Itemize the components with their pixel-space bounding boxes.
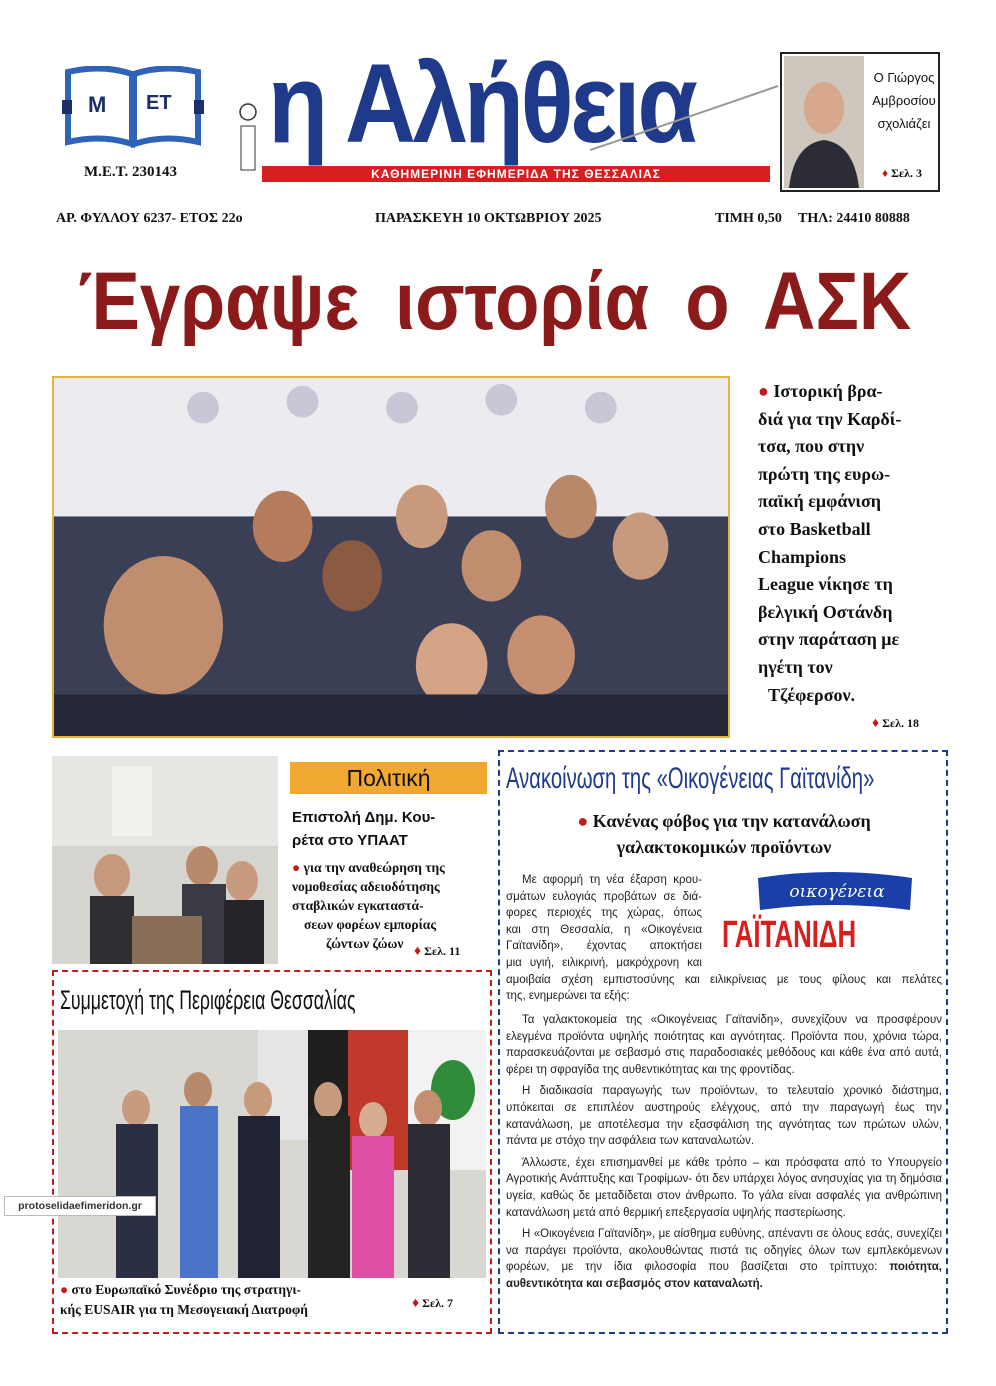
announcement-paragraph-3: Άλλωστε, έχει επισημανθεί με κάθε τρόπο – και πρόσφατα από το Υπουργείο Αγροτικής Ανάπτυξης και Τροφίμων- ότι δεν υπάρχει λόγος ανησυχίας για τη δημόσια υγεία, καθώς δε μεταδίδεται στον άνθρωπο. Το γάλα είναι ασφαλές για ανθρώπινη κατανάλωση μετά από θερμική επεξεργασία υψηλής παστερίωσης. xyxy=(506,1156,942,1219)
diamond-icon: ♦ xyxy=(872,716,880,731)
diamond-icon: ♦ xyxy=(882,166,889,180)
region-caption xyxy=(60,1280,420,1320)
intro-line-2: σμάτων ευλογιάς προβάτων σε διά- xyxy=(506,890,702,903)
announcement-subtitle xyxy=(506,808,942,860)
intro-line-7: αμοιβαία σχέση εμπιστοσύνης και ειλικρίνειας με τους φίλους και πελάτες xyxy=(506,973,942,986)
lead-photo xyxy=(52,376,730,738)
bullet-icon: ● xyxy=(758,381,769,401)
met-logo-left: Μ xyxy=(88,92,107,117)
met-logo-right: ΕΤ xyxy=(146,92,172,114)
announcement-subtitle-line-1: ● Κανένας φόβος για την κατανάλωση xyxy=(577,811,871,831)
region-caption-line-1: ● στο Ευρωπαϊκό Συνέδριο της στρατηγι- xyxy=(60,1282,302,1297)
region-caption-line-2: κής EUSAIR για τη Μεσογειακή Διατροφή xyxy=(60,1302,308,1317)
politics-body-line-2: νομοθεσίας αδειοδότησης xyxy=(292,879,440,894)
met-book-icon xyxy=(62,66,204,148)
watermark: protoselidaefimeridon.gr xyxy=(4,1196,156,1216)
masthead-swoosh xyxy=(590,84,780,154)
politics-title xyxy=(292,806,488,852)
politics-title-line-1: Επιστολή Δημ. Κου- xyxy=(292,809,436,826)
lead-line-3: τσα, που στην xyxy=(758,436,865,457)
lead-line-10: στην παράταση με xyxy=(758,629,900,650)
issue-number: ΑΡ. ΦΥΛΛΟΥ 6237- ΕΤΟΣ 22ο xyxy=(56,211,243,226)
issue-date: ΠΑΡΑΣΚΕΥΗ 10 ΟΚΤΩΒΡΙΟΥ 2025 xyxy=(375,211,602,226)
politics-body-line-1: ● για την αναθεώρηση της xyxy=(292,860,445,875)
region-title: Συμμετοχή της Περιφέρεια Θεσσαλίας xyxy=(60,985,356,1015)
columnist-page-ref: ♦ Σελ. 3 xyxy=(882,166,922,180)
columnist-line-1: Ο Γιώργος xyxy=(873,70,935,85)
columnist-line-2: Αμβροσίου xyxy=(872,93,936,108)
announcement-paragraph-1: Τα γαλακτοκομεία της «Οικογένειας Γαϊτανίδη», συνεχίζουν να προσφέρουν ελεγμένα προϊόντα υψηλής ποιότητας και αγνότητας. Προϊόντα που, χρόνια τώρα, παρασκευάζονται με σεβασμό στις παραδοσιακές μεθόδους και κάθε ένα από αυτά, φέρει τη σφραγίδα της αυθεντικότητας και της φροντίδας. xyxy=(506,1014,942,1076)
lead-story-text xyxy=(758,378,958,709)
lead-line-4: πρώτη της ευρω- xyxy=(758,463,891,484)
politics-title-line-2: ρέτα στο ΥΠΑΑΤ xyxy=(292,832,408,849)
columnist-line-3: σχολιάζει xyxy=(877,116,931,131)
politics-body-line-4: σεων φορέων εμπορίας xyxy=(304,917,437,932)
lead-line-8: League νίκησε τη xyxy=(758,574,893,595)
announcement-subtitle-line-2: γαλακτοκομικών προϊόντων xyxy=(616,837,832,857)
main-headline: Έγραψε ιστορία ο ΑΣΚ xyxy=(78,256,912,347)
lead-line-5: παϊκή εμφάνιση xyxy=(758,491,882,512)
politics-body-line-3: σταβλικών εγκαταστά- xyxy=(292,898,424,913)
announcement-paragraph-4: Η «Οικογένεια Γαϊτανίδη», με αίσθημα ευθύνης, απέναντι σε όλους εσάς, συνεχίζει να παράγει προϊόντα, ακολουθώντας πιστά τις οδηγίες όλων των εμπλεκόμενων φορέων, με την ίδια φιλοσοφία που βασίζεται στο τρίπτυχο: ποιότητα, αυθεντικότητα και σεβασμός στον καταναλωτή. xyxy=(506,1228,942,1290)
bullet-icon: ● xyxy=(60,1282,69,1297)
intro-line-8: της, ενημερώνει τα εξής: xyxy=(506,990,630,1003)
masthead-subtitle: ΚΑΘΗΜΕΡΙΝΗ ΕΦΗΜΕΡΙΔΑ ΤΗΣ ΘΕΣΣΑΛΙΑΣ xyxy=(262,166,770,182)
lead-line-12: Τζέφερσον. xyxy=(768,684,856,705)
phone-number: ΤΗΛ: 24410 80888 xyxy=(798,211,910,226)
intro-line-3: φορες περιοχές της χώρας, όπως xyxy=(506,907,702,920)
met-logo xyxy=(62,66,204,148)
region-photo xyxy=(58,1030,486,1278)
intro-line-6: μια υγιή, ειλικρινή, μακρόχρονη και xyxy=(506,956,702,969)
met-code: Μ.Ε.Τ. 230143 xyxy=(84,164,178,180)
columnist-caption xyxy=(870,66,938,135)
brand-name: ΓΑΪΤΑΝΙΔΗ xyxy=(722,914,857,956)
politics-body xyxy=(292,858,490,953)
lead-line-7: Champions xyxy=(758,546,847,567)
announcement-intro xyxy=(506,872,942,1005)
bullet-icon: ● xyxy=(577,811,589,831)
announcement-paragraph-2: Η διαδικασία παραγωγής των προϊόντων, το τελευταίο χρονικό διάστημα, υπόκειται σε επιπλέον αυστηρούς ελέγχους, από την παραγωγή έως την κατανάλωση, με αποτέλεσμα την εξασφάλιση της αγνότητας των πρώτων υλών, πάντα με στόχο την ασφάλεια των καταναλωτών. xyxy=(506,1085,942,1148)
issue-price: ΤΙΜΗ 0,50 xyxy=(715,211,782,226)
intro-line-1: Με αφορμή τη νέα έξαρση κρου- xyxy=(522,874,702,886)
politics-photo xyxy=(52,756,278,964)
brand-script: οικογένεια xyxy=(789,882,885,902)
masthead-title: η Αλήθεια xyxy=(268,41,695,166)
lead-line-9: βελγική Οστάνδη xyxy=(758,601,893,622)
region-page-ref: ♦ Σελ. 7 xyxy=(412,1296,454,1311)
politics-section-label: Πολιτική xyxy=(290,762,487,794)
announcement-body xyxy=(506,1012,942,1293)
diamond-icon: ♦ xyxy=(414,944,422,959)
lead-line-6: στο Basketball xyxy=(758,518,871,539)
lead-page-ref: ♦ Σελ. 18 xyxy=(872,716,920,731)
columnist-photo xyxy=(784,56,864,188)
seal-icon xyxy=(238,102,258,174)
diamond-icon: ♦ xyxy=(412,1296,420,1311)
intro-line-5: Γαϊτανίδη», έχοντας αποκτήσει xyxy=(506,940,702,953)
bullet-icon: ● xyxy=(292,860,301,875)
columnist-box xyxy=(780,52,940,192)
lead-line-11: ηγέτη τον xyxy=(758,656,833,677)
lead-line-2: διά για την Καρδί- xyxy=(758,408,902,429)
politics-page-ref: ♦ Σελ. 11 xyxy=(414,944,461,959)
announcement-closing: ποιότητα, αυθεντικότητα και σεβασμός στον καταναλωτή. xyxy=(506,1261,942,1290)
politics-body-line-5: ζώντων ζώων xyxy=(326,936,404,951)
lead-line-1: ● Ιστορική βρα- xyxy=(758,381,883,401)
intro-line-4: και στη Θεσσαλία, η «Οικογένεια xyxy=(506,923,702,936)
announcement-title: Ανακοίνωση της «Οικογένειας Γαϊτανίδη» xyxy=(506,762,875,795)
